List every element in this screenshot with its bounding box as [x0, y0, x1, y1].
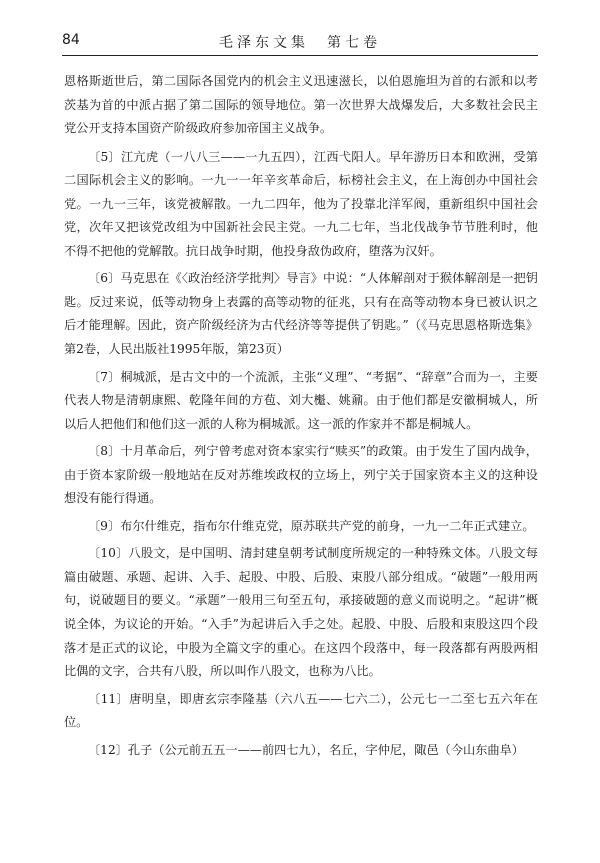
page-body — [64, 70, 538, 766]
note-8: 〔8〕十月革命后，列宁曾考虑对资本家实行“赎买”的政策。由于发生了国内战争，由于资本家阶级一般地站在反对苏维埃政权的立场上，列宁关于国家资本主义的这种设想没有能行得通。 — [64, 444, 538, 506]
header-rule — [62, 55, 538, 56]
page-number: 84 — [62, 32, 80, 48]
note-10: 〔10〕八股文，是中国明、清封建皇朝考试制度所规定的一种特殊文体。八股文每篇由破题、承题、起讲、入手、起股、中股、后股、束股八部分组成。“破题”一般用两句，说破题目的要义。“承题”一般用三句至五句，承接破题的意义而说明之。“起讲”概说全体，为议论的开始。“入手”为起讲后入手之处。起股、中股、后股和束股这四个段落才是正式的议论，中股为全篇文字的重心。在这四个段落中，每一段落都有两股两相比偶的文字，合共有八股，所以叫作八股文，也称为八比。 — [64, 546, 538, 679]
note-11: 〔11〕唐明皇，即唐玄宗李隆基（六八五——七六二），公元七一二至七五六年在位。 — [64, 691, 538, 730]
note-5: 〔5〕江亢虎（一八八三——一九五四），江西弋阳人。早年游历日本和欧洲，受第二国际机会主义的影响。一九一一年辛亥革命后，标榜社会主义，在上海创办中国社会党。一九一三年，该党被解散。一九二四年，他为了投靠北洋军阀，重新组织中国社会党，次年又把该党改组为中国新社会民主党。一九二七年，当北伐战争节节胜利时，他不得不把他的党解散。抗日战争时期，他投身敌伪政府，堕落为汉奸。 — [64, 149, 538, 258]
note-9: 〔9〕布尔什维克，指布尔什维克党，原苏联共产党的前身，一九一二年正式建立。 — [88, 518, 535, 533]
note-7: 〔7〕桐城派，是古文中的一个流派，主张“义理”、“考据”、“辞章”合而为一，主要代表人物是清朝康熙、乾隆年间的方苞、刘大櫆、姚鼐。由于他们都是安徽桐城人，所以后人把他们和他们这一派的人称为桐城派。这一派的作家并不都是桐城人。 — [64, 369, 538, 431]
note-6: 〔6〕马克思在《〈政治经济学批判〉导言》中说：“人体解剖对于猴体解剖是一把钥匙。反过来说，低等动物身上表露的高等动物的征兆，只有在高等动物本身已被认识之后才能理解。因此，资产阶级经济为古代经济等等提供了钥匙。”（《马克思恩格斯选集》第2卷，人民出版社1995年版，第23页） — [64, 271, 538, 357]
continued-note-text: 恩格斯逝世后，第二国际各国党内的机会主义迅速滋长，以伯恩施坦为首的右派和以考茨基为首的中派占据了第二国际的领导地位。第一次世界大战爆发后，大多数社会民主党公开支持本国资产阶级政府参加帝国主义战争。 — [64, 74, 538, 136]
note-12: 〔12〕孔子（公元前五五一——前四七九），名丘，字仲尼，陬邑（今山东曲阜） — [88, 742, 524, 757]
running-title: 毛泽东文集 第七卷 — [219, 35, 381, 51]
page-header — [62, 30, 538, 54]
